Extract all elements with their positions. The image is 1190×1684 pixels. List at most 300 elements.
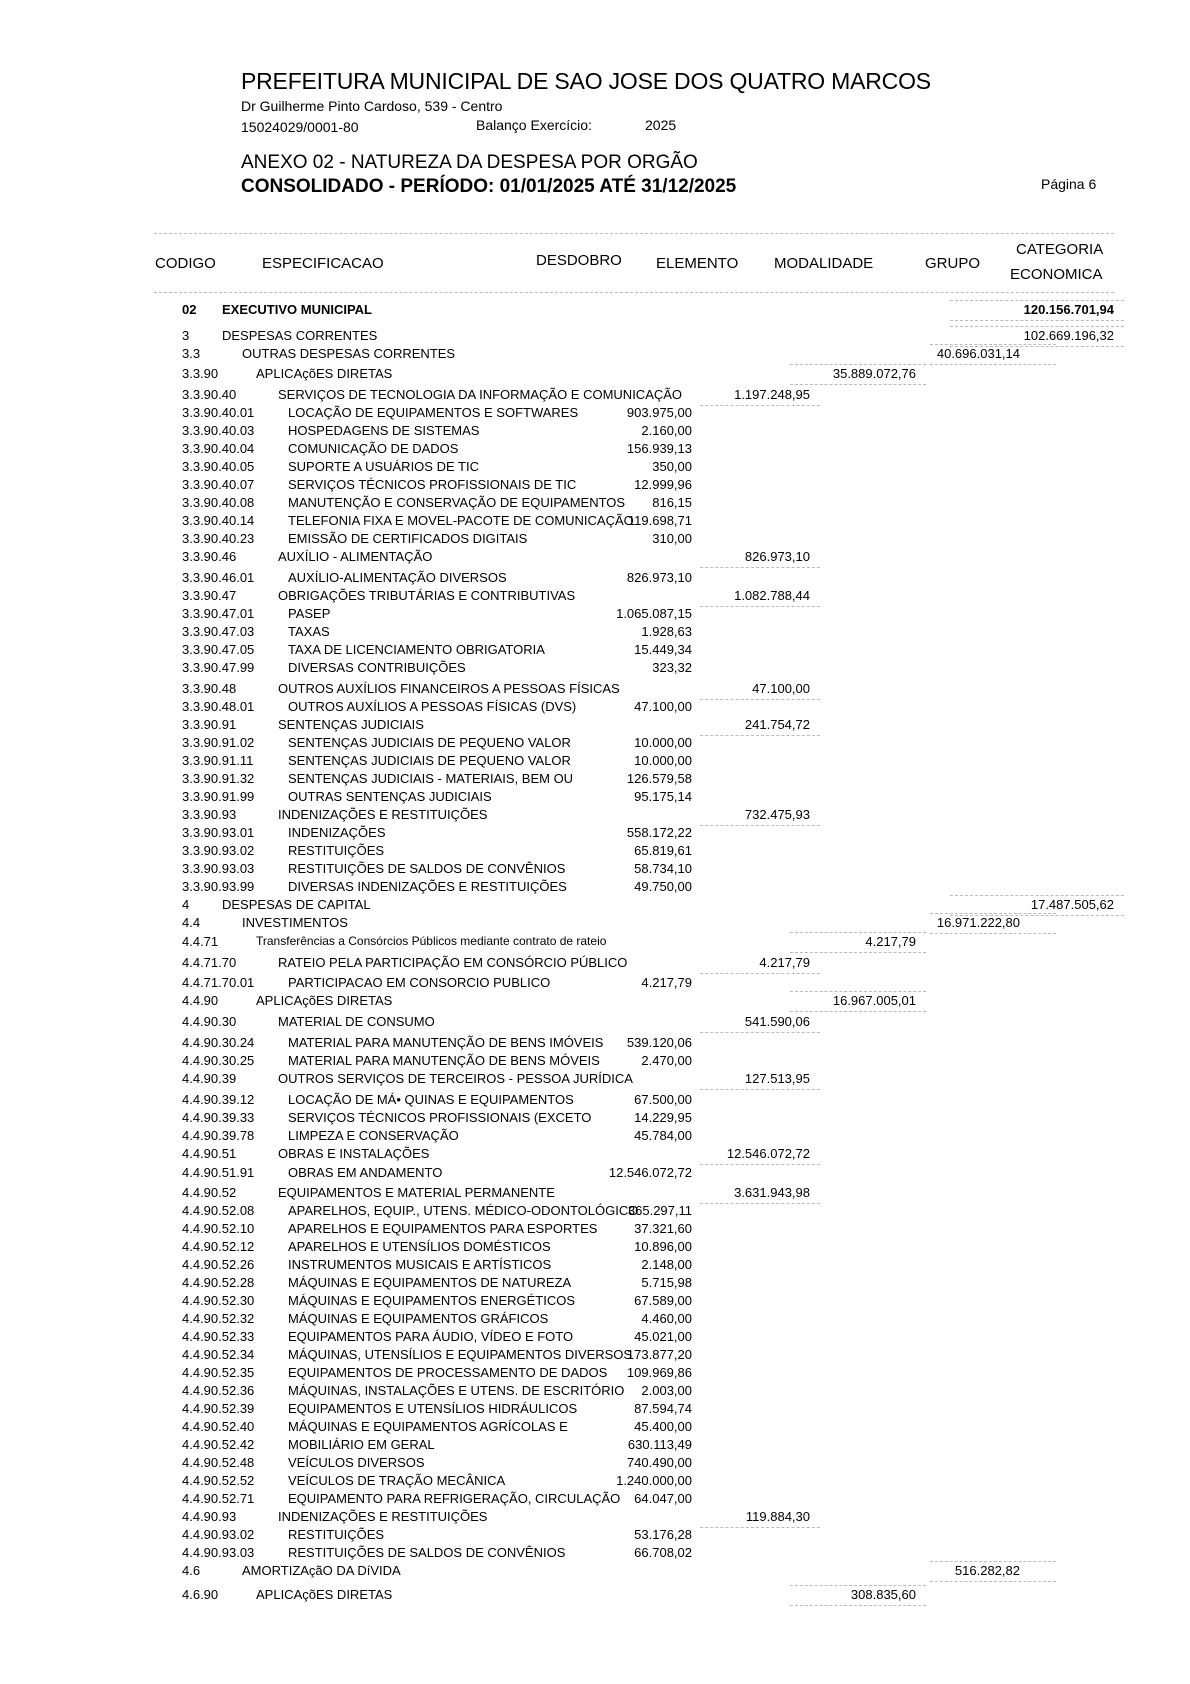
row-underline: [950, 320, 1124, 321]
table-row: [0, 531, 1190, 549]
table-row: [0, 681, 1190, 699]
row-value: 816,15: [652, 495, 692, 510]
row-code: 4.4.90.39: [182, 1071, 237, 1086]
row-value: 4.217,79: [641, 975, 692, 990]
row-description: APARELHOS E UTENSÍLIOS DOMÉSTICOS: [288, 1239, 551, 1254]
row-description: DIVERSAS INDENIZAÇÕES E RESTITUIÇÕES: [288, 879, 567, 894]
row-overline: [930, 913, 1056, 914]
row-code: 4.4.90.52.28: [182, 1275, 255, 1290]
col-elemento: ELEMENTO: [656, 255, 739, 272]
row-value: 47.100,00: [634, 699, 692, 714]
row-code: 3.3.90.40.14: [182, 513, 255, 528]
row-description: AUXÍLIO-ALIMENTAÇÃO DIVERSOS: [288, 570, 507, 585]
row-code: 4.4.90.39.33: [182, 1110, 255, 1125]
table-row: [0, 660, 1190, 678]
row-value: 10.000,00: [634, 735, 692, 750]
row-description: MATERIAL DE CONSUMO: [278, 1014, 435, 1029]
table-row: [0, 1203, 1190, 1221]
row-code: 02: [182, 302, 197, 317]
row-value: 87.594,74: [634, 1401, 692, 1416]
row-overline: [950, 326, 1124, 327]
row-code: 3.3.90.47.05: [182, 642, 255, 657]
annex-title: ANEXO 02 - NATUREZA DA DESPESA POR ORGÃO: [241, 152, 698, 173]
row-value: 740.490,00: [626, 1455, 692, 1470]
row-code: 3.3.90.93.01: [182, 825, 255, 840]
row-value: 53.176,28: [634, 1527, 692, 1542]
table-row: [0, 993, 1190, 1011]
row-code: 3.3.90.93.99: [182, 879, 255, 894]
row-code: 4.6: [182, 1563, 201, 1578]
row-code: 4.4: [182, 915, 201, 930]
row-description: OUTRAS SENTENÇAS JUDICIAIS: [288, 789, 492, 804]
row-description: OBRIGAÇÕES TRIBUTÁRIAS E CONTRIBUTIVAS: [278, 588, 576, 603]
row-code: 4.4.90.52.48: [182, 1455, 255, 1470]
row-code: 3.3.90.47: [182, 588, 237, 603]
row-description: LOCAÇÃO DE EQUIPAMENTOS E SOFTWARES: [288, 405, 579, 420]
row-value: 10.896,00: [634, 1239, 692, 1254]
table-row: [0, 387, 1190, 405]
row-code: 4.4.71.70.01: [182, 975, 255, 990]
row-description: EXECUTIVO MUNICIPAL: [222, 302, 372, 317]
row-description: OUTROS SERVIÇOS DE TERCEIROS - PESSOA JURÍDICA: [278, 1071, 633, 1086]
row-code: 4.4.71.70: [182, 955, 237, 970]
table-row: [0, 843, 1190, 861]
row-value: 47.100,00: [752, 681, 810, 696]
row-description: OUTROS AUXÍLIOS A PESSOAS FÍSICAS (DVS): [288, 699, 577, 714]
row-value: 67.589,00: [634, 1293, 692, 1308]
row-description: MOBILIÁRIO EM GERAL: [288, 1437, 435, 1452]
col-desdobro: DESDOBRO: [536, 252, 622, 269]
row-description: APLICAçõES DIRETAS: [256, 993, 393, 1008]
row-value: 630.113,49: [627, 1437, 692, 1452]
table-row: [0, 1365, 1190, 1383]
row-description: SENTENÇAS JUDICIAIS: [278, 717, 424, 732]
table-row: [0, 459, 1190, 477]
row-value: 350,00: [652, 459, 692, 474]
table-row: [0, 1185, 1190, 1203]
row-value: 1.065.087,15: [616, 606, 692, 621]
row-underline: [700, 567, 820, 568]
row-description: RESTITUIÇÕES: [288, 843, 385, 858]
row-value: 45.784,00: [634, 1128, 692, 1143]
row-code: 3.3.90.93: [182, 807, 237, 822]
row-code: 4.4.90.39.78: [182, 1128, 255, 1143]
table-row: [0, 1035, 1190, 1053]
row-underline: [790, 384, 926, 385]
row-value: 37.321,60: [634, 1221, 692, 1236]
row-value: 10.000,00: [634, 753, 692, 768]
row-description: TAXA DE LICENCIAMENTO OBRIGATORIA: [288, 642, 545, 657]
row-description: AMORTIZAçãO DA DíVIDA: [242, 1563, 401, 1578]
table-row: [0, 1527, 1190, 1545]
row-value: 323,32: [652, 660, 692, 675]
table-row: [0, 588, 1190, 606]
row-description: AUXÍLIO - ALIMENTAÇÃO: [278, 549, 433, 564]
row-code: 3.3.90.46: [182, 549, 237, 564]
row-description: MATERIAL PARA MANUTENÇÃO DE BENS IMÓVEIS: [288, 1035, 604, 1050]
col-grupo: GRUPO: [925, 255, 981, 272]
row-description: RATEIO PELA PARTICIPAÇÃO EM CONSÓRCIO PÚBLICO: [278, 955, 628, 970]
row-value: 826.973,10: [744, 549, 810, 564]
row-description: APARELHOS, EQUIP., UTENS. MÉDICO-ODONTOLÓGICO: [288, 1203, 639, 1218]
row-description: OBRAS E INSTALAÇÕES: [278, 1146, 430, 1161]
row-underline: [790, 1605, 926, 1606]
table-row: [0, 1146, 1190, 1164]
row-overline: [930, 1561, 1056, 1562]
row-code: 4.4.90.30.24: [182, 1035, 255, 1050]
row-code: 4.4.90.93.02: [182, 1527, 255, 1542]
row-description: OBRAS EM ANDAMENTO: [288, 1165, 443, 1180]
row-code: 3.3.90.48.01: [182, 699, 255, 714]
row-description: VEÍCULOS DE TRAÇÃO MECÂNICA: [288, 1473, 506, 1488]
row-code: 4.4.90.52.12: [182, 1239, 255, 1254]
municipality-address: Dr Guilherme Pinto Cardoso, 539 - Centro: [241, 98, 503, 114]
row-value: 12.999,96: [634, 477, 692, 492]
row-value: 1.082.788,44: [734, 588, 810, 603]
row-description: OUTRAS DESPESAS CORRENTES: [242, 346, 456, 361]
period-title: CONSOLIDADO - PERÍODO: 01/01/2025 ATÉ 31/12/2025: [241, 176, 737, 197]
row-value: 126.579,58: [626, 771, 692, 786]
table-row: [0, 1053, 1190, 1071]
row-value: 35.889.072,76: [832, 366, 916, 381]
table-row: [0, 1329, 1190, 1347]
row-description: APLICAçõES DIRETAS: [256, 1587, 393, 1602]
row-code: 4.4.90.52.36: [182, 1383, 255, 1398]
row-description: SERVIÇOS DE TECNOLOGIA DA INFORMAÇÃO E COMUNICAÇÃO: [278, 387, 683, 402]
row-value: 1.240.000,00: [616, 1473, 692, 1488]
row-description: SERVIÇOS TÉCNICOS PROFISSIONAIS DE TIC: [288, 477, 577, 492]
row-overline: [930, 344, 1056, 345]
col-categoria-line2: ECONOMICA: [1010, 266, 1103, 283]
row-overline: [790, 364, 926, 365]
row-description: TAXAS: [288, 624, 330, 639]
row-description: EQUIPAMENTOS DE PROCESSAMENTO DE DADOS: [288, 1365, 608, 1380]
row-description: INSTRUMENTOS MUSICAIS E ARTÍSTICOS: [288, 1257, 552, 1272]
table-row: [0, 302, 1190, 320]
row-description: COMUNICAÇÃO DE DADOS: [288, 441, 459, 456]
row-description: MÁQUINAS E EQUIPAMENTOS DE NATUREZA: [288, 1275, 572, 1290]
row-code: 4.4.90.93.03: [182, 1545, 255, 1560]
table-row: [0, 1275, 1190, 1293]
row-code: 3: [182, 328, 190, 343]
table-row: [0, 1128, 1190, 1146]
row-value: 241.754,72: [744, 717, 810, 732]
row-description: RESTITUIÇÕES DE SALDOS DE CONVÊNIOS: [288, 861, 566, 876]
row-description: INDENIZAÇÕES: [288, 825, 386, 840]
row-code: 4: [182, 897, 190, 912]
table-row: [0, 405, 1190, 423]
row-value: 17.487.505,62: [1030, 897, 1114, 912]
row-code: 4.4.90.52.71: [182, 1491, 255, 1506]
header-top-divider: [154, 233, 1114, 234]
row-underline: [700, 973, 820, 974]
row-code: 4.4.90.52.08: [182, 1203, 255, 1218]
row-value: 4.460,00: [641, 1311, 692, 1326]
table-row: [0, 477, 1190, 495]
row-code: 3.3.90.93.03: [182, 861, 255, 876]
row-value: 14.229,95: [634, 1110, 692, 1125]
row-value: 16.971.222,80: [936, 915, 1020, 930]
row-value: 2.160,00: [641, 423, 692, 438]
col-categoria-line1: CATEGORIA: [1016, 241, 1104, 258]
row-value: 2.470,00: [641, 1053, 692, 1068]
table-row: [0, 366, 1190, 384]
row-underline: [930, 364, 1056, 365]
row-value: 826.973,10: [626, 570, 692, 585]
row-value: 516.282,82: [954, 1563, 1020, 1578]
table-row: [0, 699, 1190, 717]
balance-year: 2025: [645, 117, 677, 133]
table-row: [0, 495, 1190, 513]
col-especificacao: ESPECIFICACAO: [262, 255, 384, 272]
row-description: DESPESAS CORRENTES: [222, 328, 378, 343]
table-row: [0, 1419, 1190, 1437]
row-description: INDENIZAÇÕES E RESTITUIÇÕES: [278, 1509, 488, 1524]
table-row: [0, 1347, 1190, 1365]
row-value: 49.750,00: [634, 879, 692, 894]
row-code: 3.3.90.40: [182, 387, 237, 402]
table-row: [0, 1563, 1190, 1581]
col-codigo: CODIGO: [155, 255, 216, 272]
row-description: EMISSÃO DE CERTIFICADOS DIGITAIS: [288, 531, 528, 546]
row-value: 40.696.031,14: [936, 346, 1020, 361]
row-code: 3.3.90.91.32: [182, 771, 255, 786]
row-value: 4.217,79: [759, 955, 810, 970]
table-row: [0, 1071, 1190, 1089]
table-row: [0, 1401, 1190, 1419]
table-row: [0, 753, 1190, 771]
table-row: [0, 1293, 1190, 1311]
row-value: 903.975,00: [626, 405, 692, 420]
balance-label: Balanço Exercício:: [476, 117, 592, 133]
table-row: [0, 1110, 1190, 1128]
table-row: [0, 825, 1190, 843]
row-description: SENTENÇAS JUDICIAIS - MATERIAIS, BEM OU: [288, 771, 574, 786]
row-code: 4.4.90.39.12: [182, 1092, 255, 1107]
table-row: [0, 1437, 1190, 1455]
table-row: [0, 915, 1190, 933]
row-description: MANUTENÇÃO E CONSERVAÇÃO DE EQUIPAMENTOS: [288, 495, 626, 510]
table-row: [0, 441, 1190, 459]
row-code: 3.3.90.40.04: [182, 441, 255, 456]
row-overline: [790, 991, 926, 992]
table-row: [0, 771, 1190, 789]
table-row: [0, 570, 1190, 588]
page-number: Página 6: [1041, 176, 1097, 192]
row-description: INVESTIMENTOS: [242, 915, 348, 930]
table-row: [0, 1165, 1190, 1183]
row-description: APARELHOS E EQUIPAMENTOS PARA ESPORTES: [288, 1221, 598, 1236]
row-description: VEÍCULOS DIVERSOS: [288, 1455, 425, 1470]
row-value: 1.197.248,95: [734, 387, 810, 402]
row-description: DESPESAS DE CAPITAL: [222, 897, 371, 912]
row-underline: [700, 1089, 820, 1090]
row-description: MÁQUINAS E EQUIPAMENTOS AGRÍCOLAS E: [288, 1419, 568, 1434]
row-code: 4.4.71: [182, 934, 219, 949]
header-bottom-divider: [154, 292, 1114, 293]
row-value: 66.708,02: [634, 1545, 692, 1560]
row-code: 3.3.90.40.03: [182, 423, 255, 438]
row-code: 4.4.90.52.40: [182, 1419, 255, 1434]
row-value: 2.148,00: [641, 1257, 692, 1272]
row-overline: [950, 300, 1124, 301]
table-row: [0, 549, 1190, 567]
row-code: 4.4.90.52.34: [182, 1347, 255, 1362]
row-value: 127.513,95: [744, 1071, 810, 1086]
row-code: 3.3.90: [182, 366, 219, 381]
table-row: [0, 642, 1190, 660]
row-description: Transferências a Consórcios Públicos mediante contrato de rateio: [256, 934, 607, 948]
row-code: 4.6.90: [182, 1587, 219, 1602]
table-row: [0, 1239, 1190, 1257]
table-row: [0, 861, 1190, 879]
row-value: 12.546.072,72: [608, 1165, 692, 1180]
row-code: 4.4.90.52.52: [182, 1473, 255, 1488]
table-row: [0, 1221, 1190, 1239]
row-description: HOSPEDAGENS DE SISTEMAS: [288, 423, 480, 438]
row-value: 65.819,61: [634, 843, 692, 858]
row-value: 45.021,00: [634, 1329, 692, 1344]
row-code: 4.4.90.52.10: [182, 1221, 255, 1236]
row-code: 3.3.90.47.99: [182, 660, 255, 675]
row-description: SENTENÇAS JUDICIAIS DE PEQUENO VALOR: [288, 753, 571, 768]
municipality-cnpj: 15024029/0001-80: [241, 119, 359, 135]
row-value: 4.217,79: [865, 934, 916, 949]
row-description: LIMPEZA E CONSERVAÇÃO: [288, 1128, 459, 1143]
row-value: 102.669.196,32: [1023, 328, 1114, 343]
table-row: [0, 735, 1190, 753]
row-code: 4.4.90.52: [182, 1185, 237, 1200]
row-value: 120.156.701,94: [1023, 302, 1114, 317]
row-value: 45.400,00: [634, 1419, 692, 1434]
row-code: 3.3.90.40.08: [182, 495, 255, 510]
col-modalidade: MODALIDADE: [774, 255, 874, 272]
table-row: [0, 717, 1190, 735]
row-code: 3.3.90.40.01: [182, 405, 255, 420]
row-code: 4.4.90.30.25: [182, 1053, 255, 1068]
row-value: 119.698,71: [627, 513, 692, 528]
row-value: 173.877,20: [626, 1347, 692, 1362]
row-code: 4.4.90.30: [182, 1014, 237, 1029]
row-value: 58.734,10: [634, 861, 692, 876]
row-value: 95.175,14: [634, 789, 692, 804]
row-underline: [790, 952, 926, 953]
row-description: MATERIAL PARA MANUTENÇÃO DE BENS MÓVEIS: [288, 1053, 600, 1068]
row-underline: [700, 1032, 820, 1033]
row-value: 16.967.005,01: [832, 993, 916, 1008]
table-row: [0, 975, 1190, 993]
table-row: [0, 789, 1190, 807]
row-value: 156.939,13: [626, 441, 692, 456]
table-row: [0, 934, 1190, 952]
row-code: 4.4.90.93: [182, 1509, 237, 1524]
row-description: DIVERSAS CONTRIBUIÇÕES: [288, 660, 466, 675]
row-overline: [790, 932, 926, 933]
table-row: [0, 423, 1190, 441]
row-value: 308.835,60: [850, 1587, 916, 1602]
row-underline: [790, 1011, 926, 1012]
row-code: 3.3: [182, 346, 201, 361]
row-description: EQUIPAMENTOS PARA ÁUDIO, VÍDEO E FOTO: [288, 1329, 574, 1344]
row-description: MÁQUINAS, UTENSÍLIOS E EQUIPAMENTOS DIVERSOS: [288, 1347, 633, 1362]
row-code: 3.3.90.91.02: [182, 735, 255, 750]
row-code: 4.4.90.52.26: [182, 1257, 255, 1272]
row-value: 539.120,06: [626, 1035, 692, 1050]
row-description: EQUIPAMENTOS E UTENSÍLIOS HIDRÁULICOS: [288, 1401, 578, 1416]
table-row: [0, 1509, 1190, 1527]
row-description: SENTENÇAS JUDICIAIS DE PEQUENO VALOR: [288, 735, 571, 750]
row-code: 4.4.90.51.91: [182, 1165, 255, 1180]
table-row: [0, 1092, 1190, 1110]
table-row: [0, 1473, 1190, 1491]
row-value: 15.449,34: [634, 642, 692, 657]
row-description: LOCAÇÃO DE MÁ• QUINAS E EQUIPAMENTOS: [288, 1092, 574, 1107]
row-code: 4.4.90.52.35: [182, 1365, 255, 1380]
row-code: 4.4.90.52.33: [182, 1329, 255, 1344]
row-code: 3.3.90.47.03: [182, 624, 255, 639]
row-value: 119.884,30: [745, 1509, 810, 1524]
row-description: EQUIPAMENTO PARA REFRIGERAÇÃO, CIRCULAÇÃO: [288, 1491, 621, 1506]
row-underline: [930, 1581, 1056, 1582]
table-row: [0, 346, 1190, 364]
table-row: [0, 807, 1190, 825]
row-description: RESTITUIÇÕES: [288, 1527, 385, 1542]
row-value: 12.546.072,72: [726, 1146, 810, 1161]
row-code: 3.3.90.40.07: [182, 477, 255, 492]
row-code: 3.3.90.47.01: [182, 606, 255, 621]
row-code: 4.4.90.52.32: [182, 1311, 255, 1326]
row-code: 3.3.90.40.05: [182, 459, 255, 474]
row-value: 732.475,93: [744, 807, 810, 822]
row-description: MÁQUINAS E EQUIPAMENTOS ENERGÉTICOS: [288, 1293, 576, 1308]
table-row: [0, 513, 1190, 531]
row-description: SUPORTE A USUÁRIOS DE TIC: [288, 459, 479, 474]
table-row: [0, 1383, 1190, 1401]
row-description: PARTICIPACAO EM CONSORCIO PUBLICO: [288, 975, 551, 990]
row-value: 541.590,06: [744, 1014, 810, 1029]
table-row: [0, 606, 1190, 624]
row-value: 558.172,22: [626, 825, 692, 840]
row-value: 3.631.943,98: [734, 1185, 810, 1200]
row-code: 3.3.90.91.11: [182, 753, 254, 768]
row-code: 3.3.90.91.99: [182, 789, 255, 804]
row-description: SERVIÇOS TÉCNICOS PROFISSIONAIS (EXCETO: [288, 1110, 592, 1125]
row-code: 4.4.90.51: [182, 1146, 237, 1161]
row-code: 3.3.90.91: [182, 717, 237, 732]
row-value: 310,00: [652, 531, 692, 546]
row-value: 1.928,63: [641, 624, 692, 639]
row-value: 2.003,00: [641, 1383, 692, 1398]
table-row: [0, 1491, 1190, 1509]
table-row: [0, 1587, 1190, 1605]
row-value: 365.297,11: [627, 1203, 692, 1218]
municipality-title: PREFEITURA MUNICIPAL DE SAO JOSE DOS QUATRO MARCOS: [241, 68, 931, 94]
row-overline: [950, 895, 1124, 896]
table-row: [0, 1311, 1190, 1329]
row-description: INDENIZAÇÕES E RESTITUIÇÕES: [278, 807, 488, 822]
table-row: [0, 1257, 1190, 1275]
row-description: MÁQUINAS E EQUIPAMENTOS GRÁFICOS: [288, 1311, 549, 1326]
row-code: 4.4.90: [182, 993, 219, 1008]
row-description: EQUIPAMENTOS E MATERIAL PERMANENTE: [278, 1185, 555, 1200]
row-value: 67.500,00: [634, 1092, 692, 1107]
row-code: 3.3.90.93.02: [182, 843, 255, 858]
row-code: 4.4.90.52.42: [182, 1437, 255, 1452]
row-code: 3.3.90.48: [182, 681, 237, 696]
row-description: TELEFONIA FIXA E MOVEL-PACOTE DE COMUNICAÇÃO: [288, 513, 634, 528]
row-description: MÁQUINAS, INSTALAÇÕES E UTENS. DE ESCRITÓRIO: [288, 1383, 625, 1398]
row-description: APLICAçõES DIRETAS: [256, 366, 393, 381]
